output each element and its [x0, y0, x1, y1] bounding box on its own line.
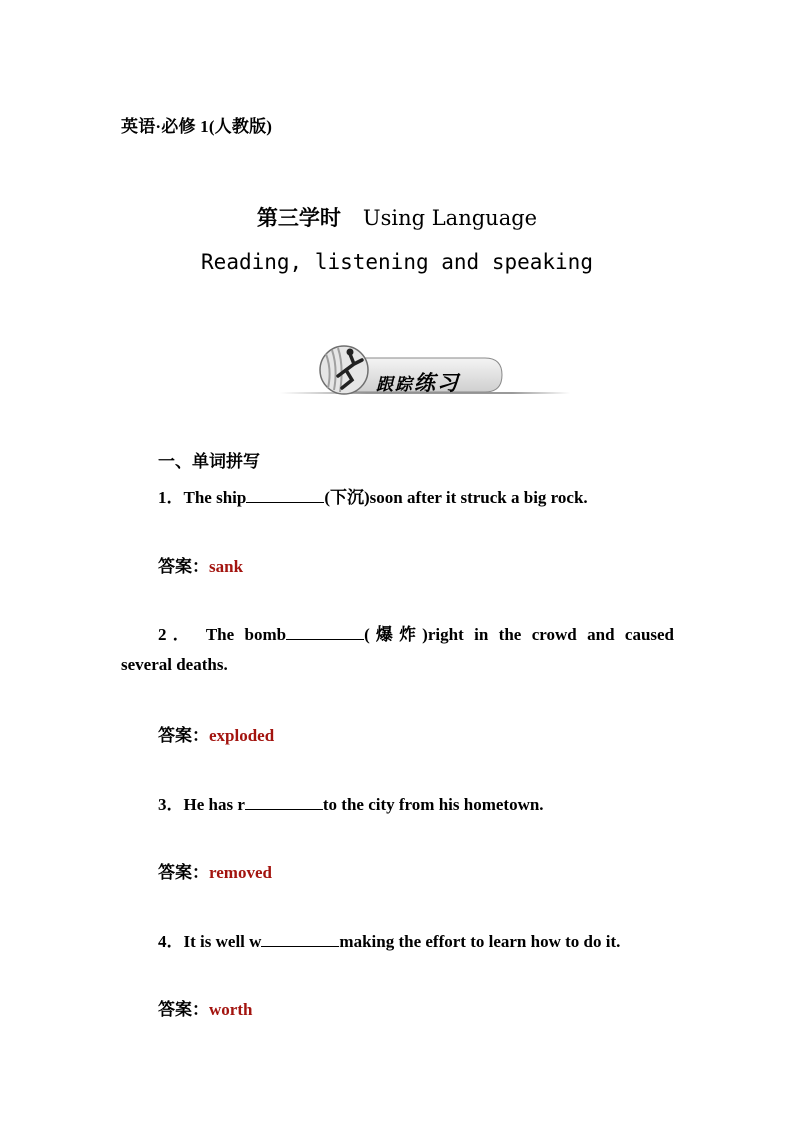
- answer-blank: [245, 794, 323, 810]
- climber-figure-icon: [320, 346, 368, 394]
- answer-blank: [286, 624, 364, 640]
- banner-label-small: 跟踪: [376, 375, 414, 395]
- question-2: 2． The bomb (爆炸)right in the crowd and caused: [158, 625, 675, 644]
- answer-1: 答案：sank: [158, 557, 244, 576]
- answer-4: 答案：worth: [158, 1000, 253, 1019]
- answer-2: 答案：exploded: [158, 726, 275, 745]
- question-2-continued: several deaths.: [121, 655, 228, 674]
- question-4: 4．It is well w making the effort to learn how to do it.: [158, 932, 621, 951]
- question-3: 3．He has r to the city from his hometown.: [158, 795, 544, 814]
- answer-blank: [246, 487, 324, 503]
- lesson-title-cn: 第三学时: [256, 205, 341, 230]
- question-1: 1．The ship (下沉)soon after it struck a big rock.: [158, 488, 588, 507]
- answer-3: 答案：removed: [158, 863, 272, 882]
- lesson-title: [0, 202, 794, 232]
- section-title: 一、单词拼写: [158, 452, 260, 471]
- lesson-subtitle: Reading, listening and speaking: [201, 250, 593, 274]
- lesson-title-en: Using Language: [362, 206, 538, 230]
- practice-banner-label: [376, 367, 460, 397]
- answer-blank: [261, 931, 339, 947]
- document-header: 英语·必修 1(人教版): [121, 117, 273, 136]
- banner-label-big: 练习: [414, 370, 460, 395]
